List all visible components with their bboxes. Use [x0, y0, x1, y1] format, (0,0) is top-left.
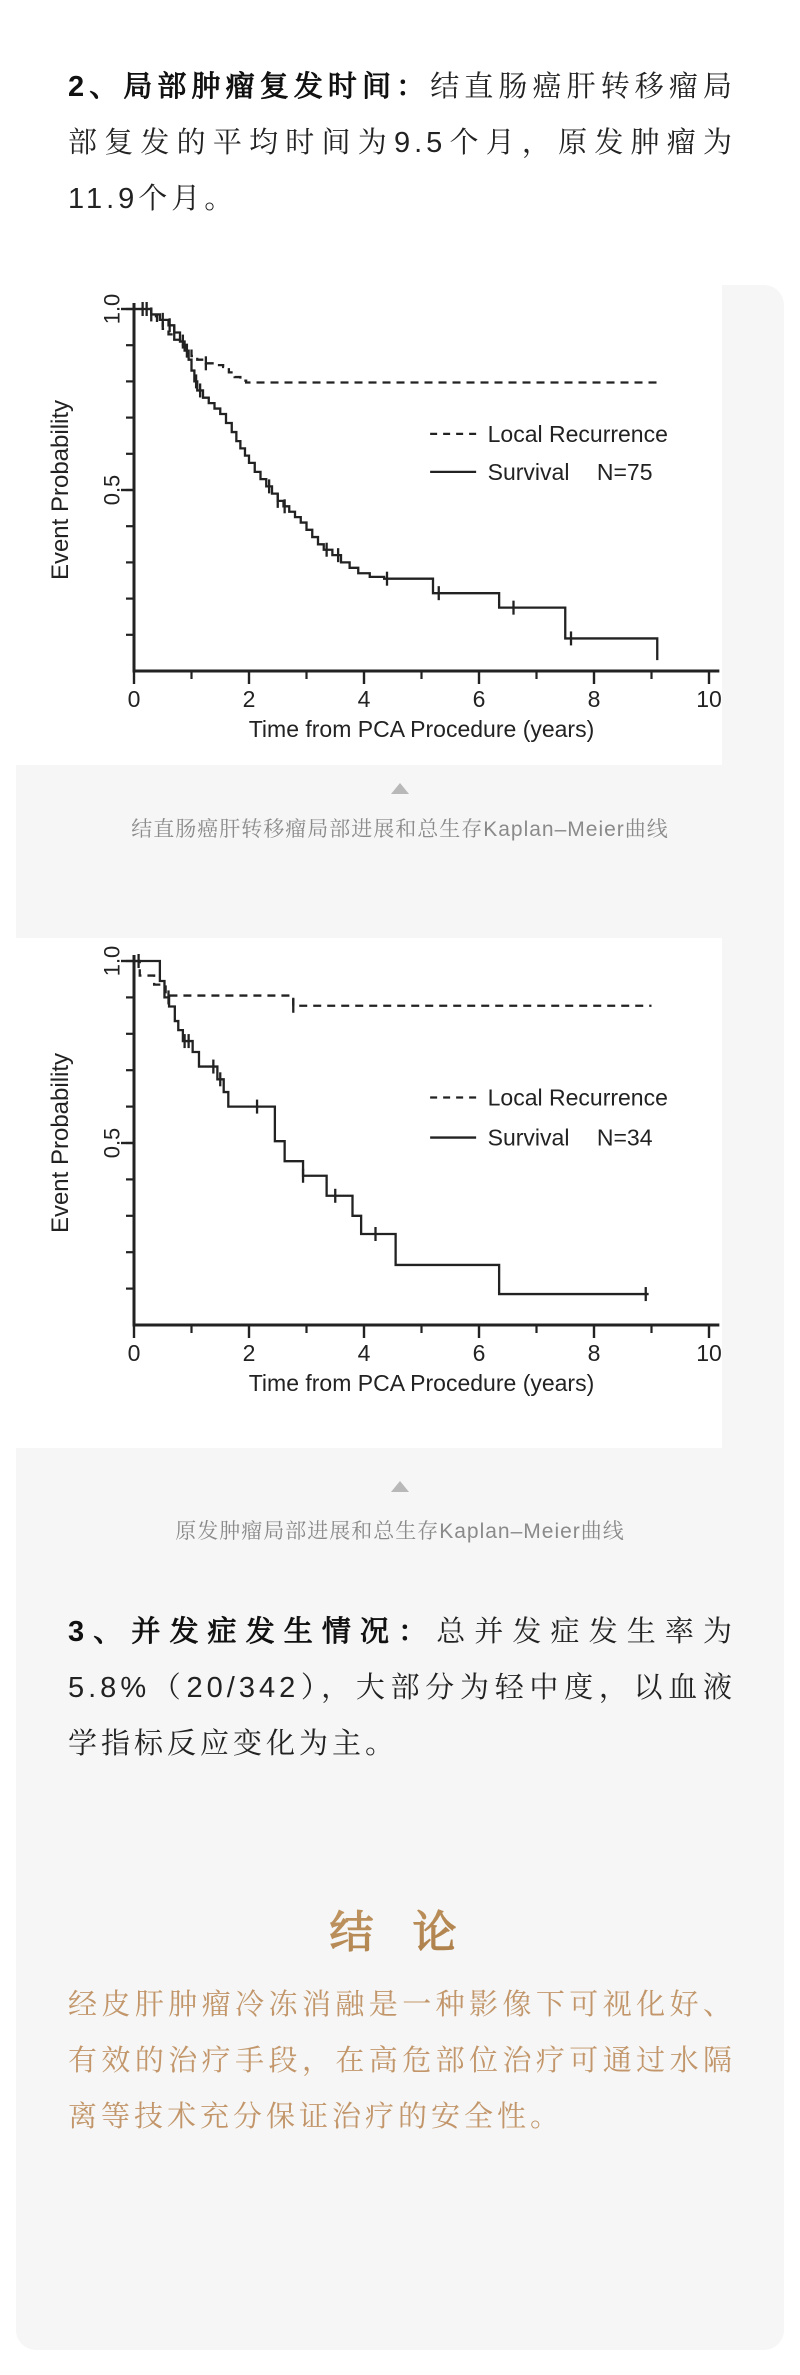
svg-text:6: 6 — [472, 1340, 486, 1366]
paragraph-body: 总并发症发生率为5.8%（20/342），大部分为轻中度，以血液学指标反应变化为主。 — [68, 1616, 736, 1760]
paragraph-lead: 2、局部肿瘤复发时间： — [68, 71, 431, 103]
svg-text:Survival: Survival — [487, 458, 570, 485]
svg-text:4: 4 — [357, 686, 371, 712]
collapse-triangle-icon — [391, 783, 409, 794]
conclusion-title: 结 论 — [0, 1896, 800, 1960]
svg-text:Event Probability: Event Probability — [47, 399, 74, 581]
svg-text:Survival: Survival — [487, 1124, 570, 1151]
km-figure-colorectal — [16, 285, 722, 765]
figure-caption-primary: 原发肿瘤局部进展和总生存Kaplan–Meier曲线 — [175, 1520, 625, 1543]
svg-text:0: 0 — [127, 1340, 141, 1366]
km-figure-primary — [16, 938, 722, 1448]
svg-text:2: 2 — [242, 1340, 256, 1366]
svg-text:Event Probability: Event Probability — [47, 1052, 74, 1234]
svg-text:Time from PCA Procedure (years: Time from PCA Procedure (years) — [248, 716, 595, 742]
svg-text:0.5: 0.5 — [99, 1127, 125, 1159]
km-chart-colorectal — [16, 285, 722, 765]
svg-text:Local Recurrence: Local Recurrence — [487, 1084, 668, 1111]
svg-text:6: 6 — [472, 686, 486, 712]
paragraph-lead: 3、并发症发生情况： — [68, 1616, 437, 1648]
svg-text:0.5: 0.5 — [99, 474, 125, 506]
paragraph-body: 结直肠癌肝转移瘤局部复发的平均时间为9.5个月，原发肿瘤为11.9个月。 — [68, 71, 736, 215]
svg-text:8: 8 — [587, 1340, 601, 1366]
svg-text:10: 10 — [696, 686, 722, 712]
svg-text:8: 8 — [587, 686, 601, 712]
svg-text:1.0: 1.0 — [99, 945, 125, 977]
svg-text:0: 0 — [127, 686, 141, 712]
collapse-triangle-icon — [391, 1481, 409, 1492]
svg-text:Time from PCA Procedure (years: Time from PCA Procedure (years) — [248, 1370, 595, 1396]
svg-text:1.0: 1.0 — [99, 293, 125, 325]
svg-text:4: 4 — [357, 1340, 371, 1366]
svg-text:N=75: N=75 — [596, 458, 653, 485]
svg-text:Local Recurrence: Local Recurrence — [487, 420, 668, 447]
svg-text:2: 2 — [242, 686, 256, 712]
paragraph-recurrence-time — [68, 59, 736, 227]
km-chart-primary — [16, 938, 722, 1448]
figure-caption-colorectal: 结直肠癌肝转移瘤局部进展和总生存Kaplan–Meier曲线 — [131, 818, 669, 841]
paragraph-complications — [68, 1604, 736, 1772]
conclusion-body: 经皮肝肿瘤冷冻消融是一种影像下可视化好、有效的治疗手段，在高危部位治疗可通过水隔离等技术充分保证治疗的安全性。 — [68, 1989, 736, 2133]
svg-text:10: 10 — [696, 1340, 722, 1366]
svg-text:N=34: N=34 — [596, 1124, 653, 1151]
